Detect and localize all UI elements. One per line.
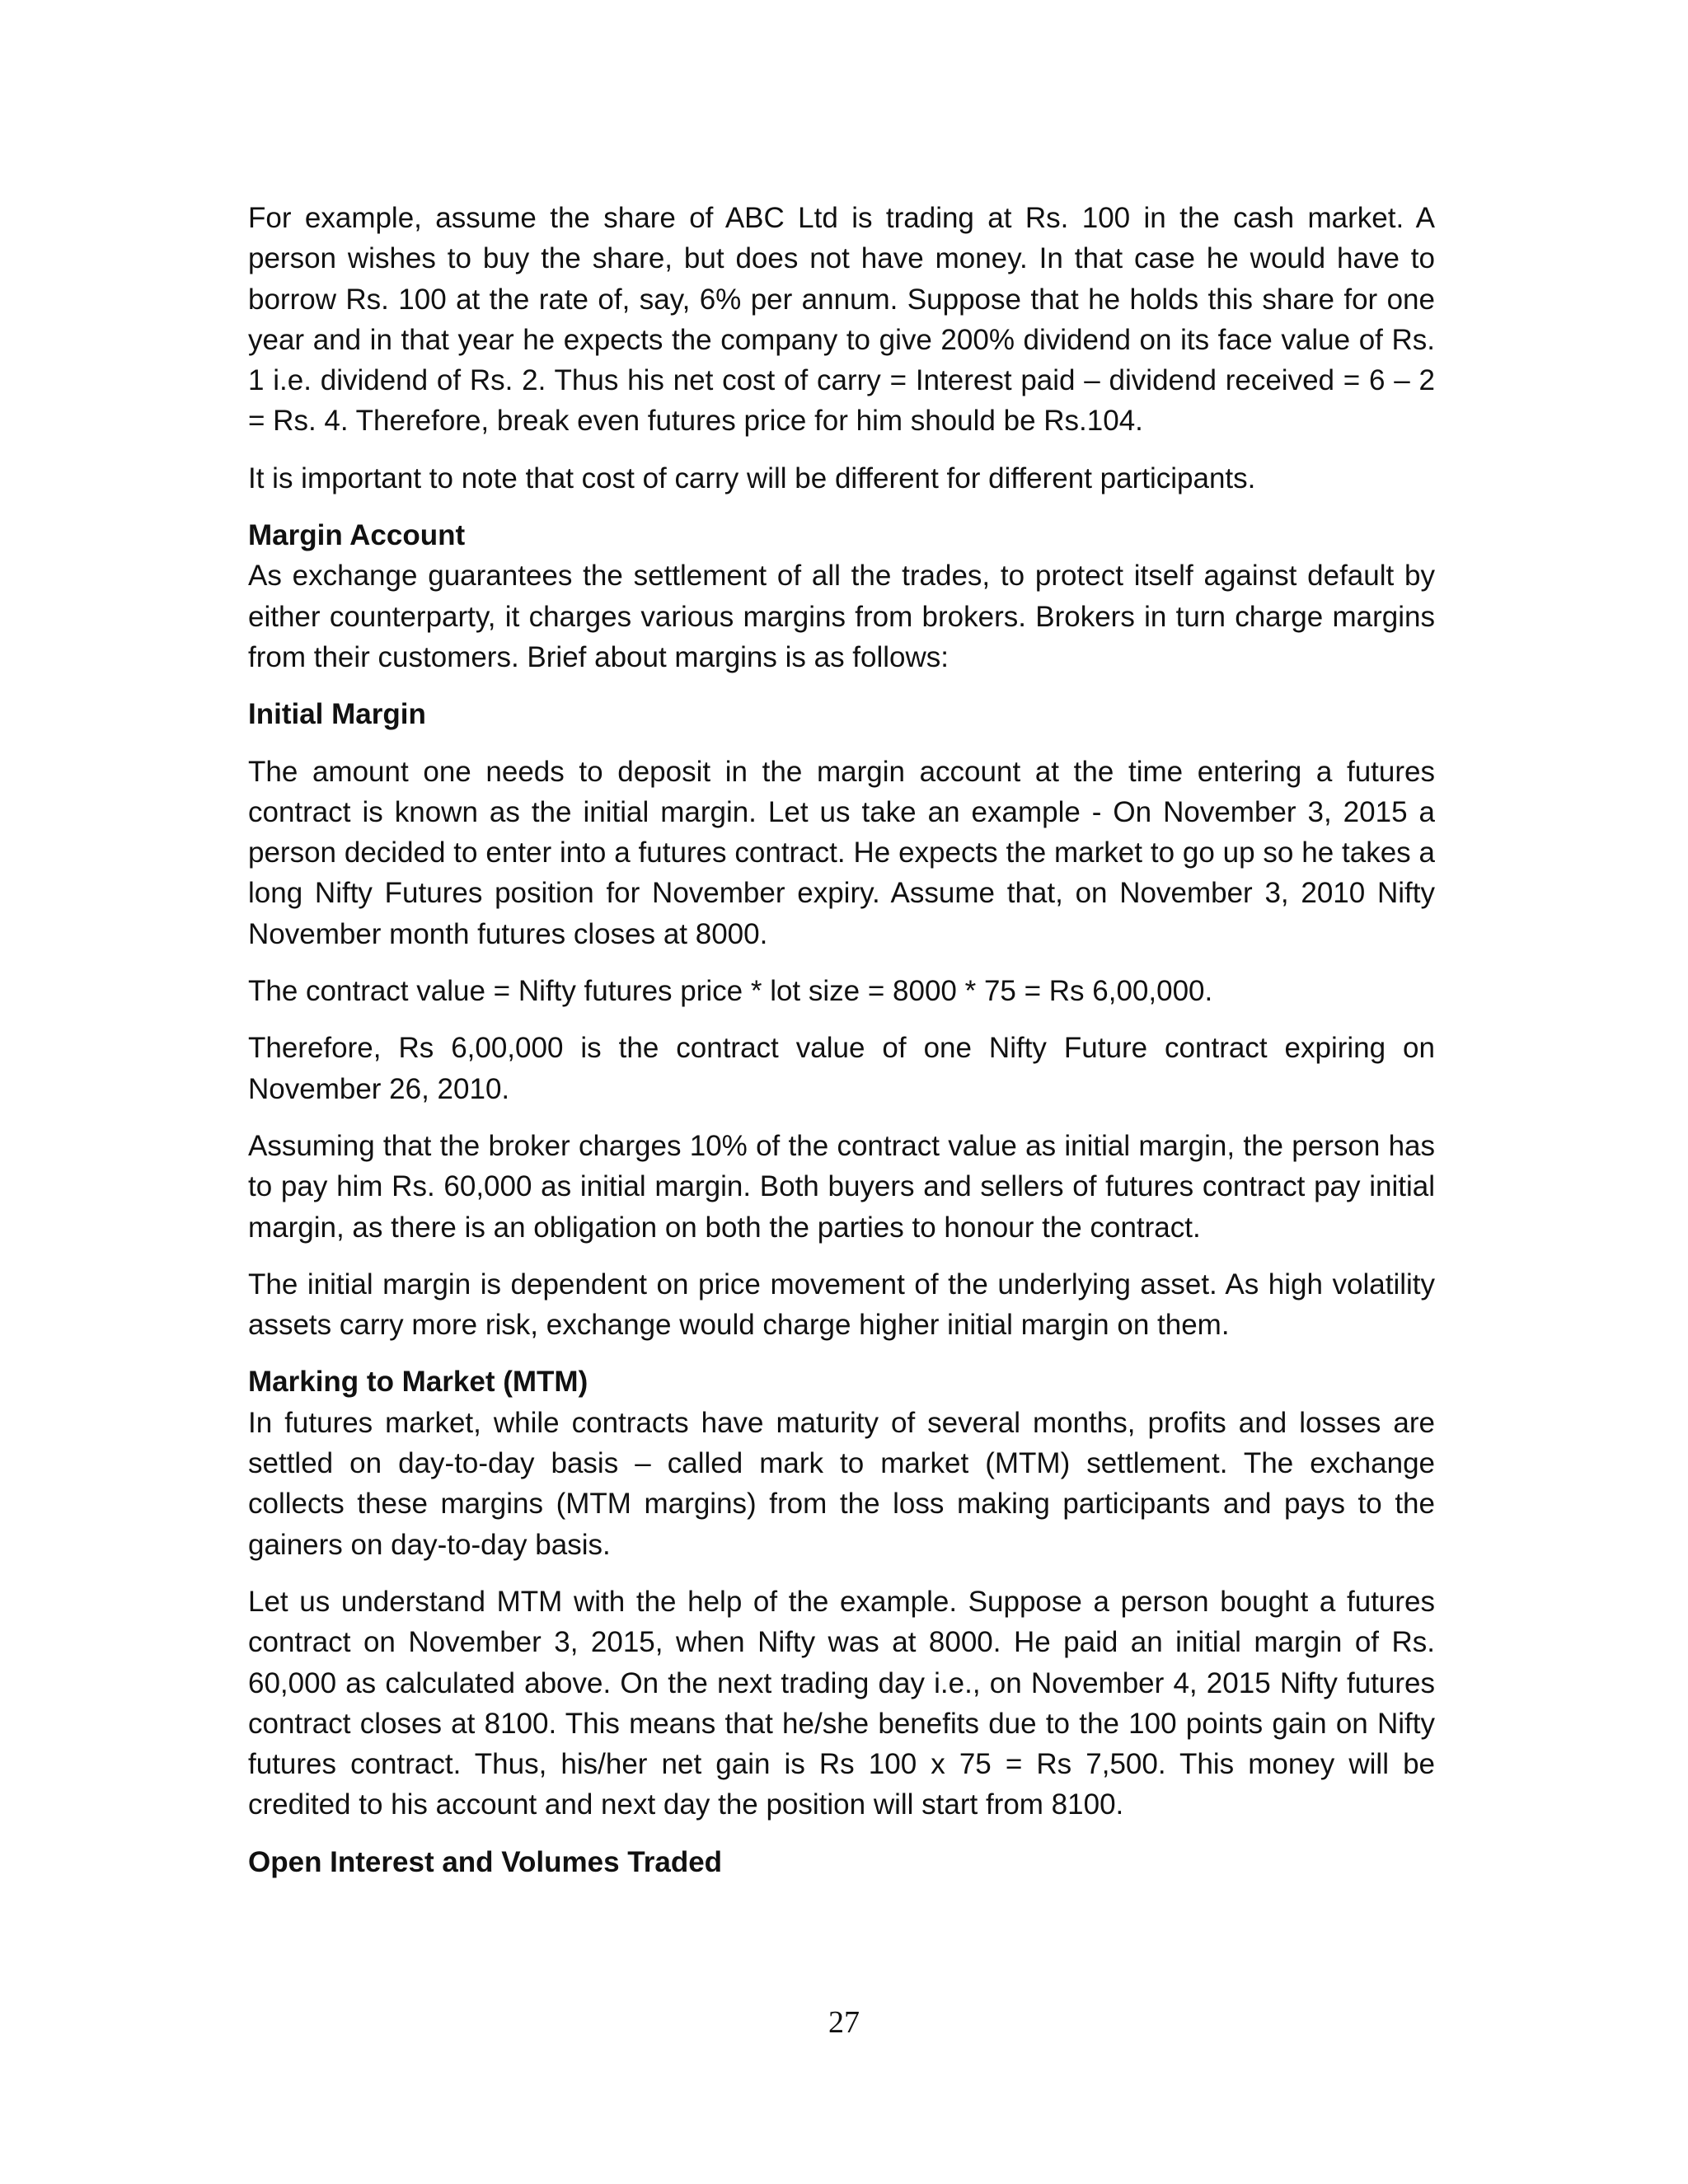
heading-open-interest: Open Interest and Volumes Traded (248, 1845, 723, 1878)
paragraph-margin-account: As exchange guarantees the settlement of all the trades, to protect itself against default by either counterparty, it charges various margins from brokers. Brokers in turn charge margins from their customers. Brief about margins is as follows: (248, 560, 1435, 673)
heading-mtm: Marking to Market (MTM) (248, 1366, 588, 1399)
paragraph-cost-of-carry-note: It is important to note that cost of carry will be different for different participants. (248, 462, 1256, 494)
paragraph-mtm-definition: In futures market, while contracts have maturity of several months, profits and losses are settled on day-to-day basis – called mark to market (MTM) settlement. The exchange collects these margins (MTM margins) from the loss making participants and pays to the gainers on day-to-day basis. (248, 1406, 1435, 1561)
paragraph-cost-of-carry-example: For example, assume the share of ABC Ltd is trading at Rs. 100 in the cash market. A person wishes to buy the share, but does not have money. In that case he would have to borrow Rs. 100 at the rate of, say, 6% per annum. Suppose that he holds this share for one year and in that year he expects the company to give 200% dividend on its face value of Rs. 1 i.e. dividend of Rs. 2. Thus his net cost of carry = Interest paid – dividend received = 6 – 2 = Rs. 4. Therefore, break even futures price for him should be Rs.104. (248, 202, 1435, 438)
paragraph-contract-expiry: Therefore, Rs 6,00,000 is the contract value of one Nifty Future contract expiring on November 26, 2010. (248, 1032, 1435, 1105)
page-number: 27 (828, 2005, 860, 2040)
paragraph-mtm-example: Let us understand MTM with the help of the example. Suppose a person bought a futures contract on November 3, 2015, when Nifty was at 8000. He paid an initial margin of Rs. 60,000 as calculated above. On the next trading day i.e., on November 4, 2015 Nifty futures contract closes at 8100. This means that he/she benefits due to the 100 points gain on Nifty futures contract. Thus, his/her net gain is Rs 100 x 75 = Rs 7,500. This money will be credited to his account and next day the position will start from 8100. (248, 1585, 1435, 1821)
heading-margin-account: Margin Account (248, 519, 466, 552)
heading-initial-margin: Initial Margin (248, 698, 426, 731)
page-content (248, 198, 1435, 1882)
paragraph-initial-margin-definition: The amount one needs to deposit in the margin account at the time entering a futures contract is known as the initial margin. Let us take an example - On November 3, 2015 a person decided to enter into a futures contract. He expects the market to go up so he takes a long Nifty Futures position for November expiry. Assume that, on November 3, 2010 Nifty November month futures closes at 8000. (248, 755, 1435, 950)
paragraph-contract-value: The contract value = Nifty futures price * lot size = 8000 * 75 = Rs 6,00,000. (248, 975, 1213, 1008)
paragraph-volatility: The initial margin is dependent on price movement of the underlying asset. As high volatility assets carry more risk, exchange would charge higher initial margin on them. (248, 1268, 1435, 1342)
paragraph-broker-margin: Assuming that the broker charges 10% of the contract value as initial margin, the person has to pay him Rs. 60,000 as initial margin. Both buyers and sellers of futures contract pay initial margin, as there is an obligation on both the parties to honour the contract. (248, 1129, 1435, 1244)
